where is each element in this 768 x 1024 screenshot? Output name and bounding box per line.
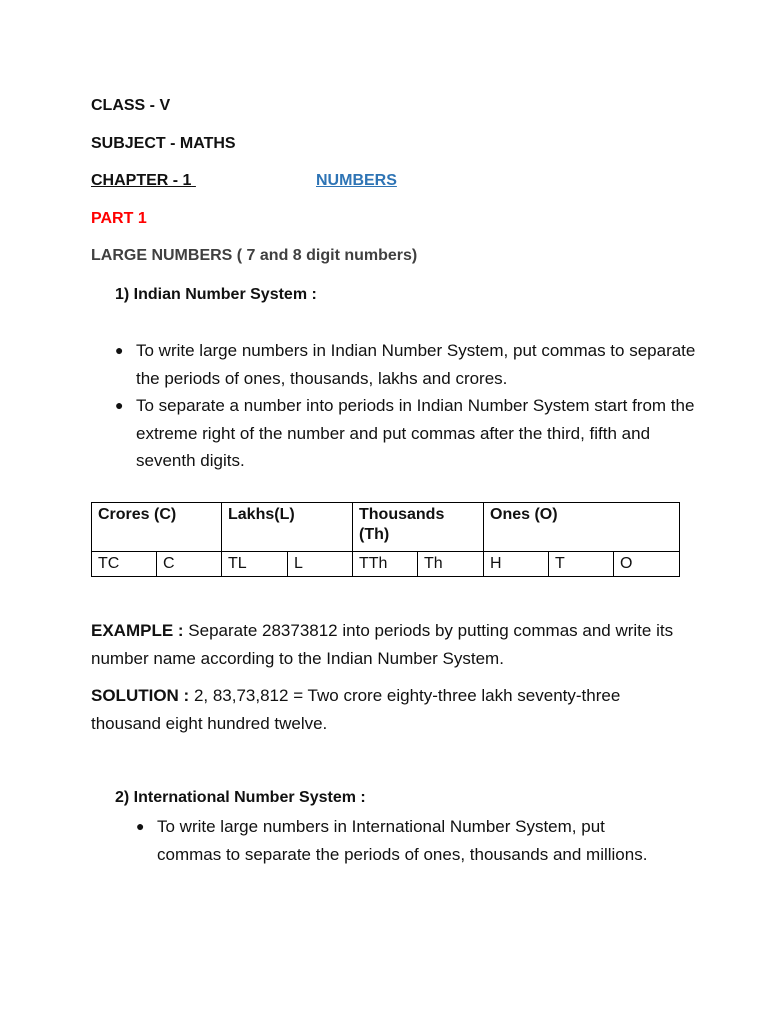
section1-heading: 1) Indian Number System : (115, 286, 317, 303)
period-header: Lakhs(L) (222, 503, 353, 552)
bullet-dot-icon: ● (115, 397, 124, 413)
place-cell: L (288, 552, 353, 577)
periods-table (91, 502, 680, 577)
place-cell: TC (92, 552, 157, 577)
chapter-line (91, 171, 199, 191)
section2-bullet-1 (136, 813, 667, 868)
bullet-dot-icon: ● (115, 342, 124, 358)
place-cell: O (614, 552, 680, 577)
subject-line: SUBJECT - MATHS (91, 135, 236, 152)
solution-text: 2, 83,73,812 = Two crore eighty-three lakh seventy-three thousand eight hundred twelve. (91, 686, 621, 733)
bullet-text: To write large numbers in Indian Number System, put commas to separate the periods of ones, thousands, lakhs and crores. (136, 341, 696, 388)
example-text: Separate 28373812 into periods by putting commas and write its number name according to the Indian Number System. (91, 621, 674, 668)
place-cell: Th (418, 552, 484, 577)
class-line: CLASS - V (91, 97, 171, 114)
bullet-text: To separate a number into periods in Indian Number System start from the extreme right of the number and put commas after the third, fifth and seventh digits. (136, 396, 695, 470)
period-header: Thousands (Th) (353, 503, 484, 552)
section1-bullet-1 (115, 337, 696, 392)
periods-header-row (92, 503, 680, 552)
places-row (92, 552, 680, 577)
solution-label: SOLUTION : (91, 686, 190, 705)
bullet-dot-icon: ● (136, 818, 145, 834)
example-paragraph (91, 617, 691, 672)
example-label: EXAMPLE : (91, 621, 184, 640)
chapter-label: CHAPTER - 1 (91, 172, 192, 189)
period-header: Ones (O) (484, 503, 680, 552)
solution-paragraph (91, 682, 691, 737)
place-cell: TL (222, 552, 288, 577)
part-label: PART 1 (91, 210, 147, 227)
topic-heading: LARGE NUMBERS ( 7 and 8 digit numbers) (91, 247, 418, 264)
place-cell: TTh (353, 552, 418, 577)
period-header: Crores (C) (92, 503, 222, 552)
bullet-text: To write large numbers in International Number System, put commas to separate the periods of ones, thousands and millions. (157, 817, 648, 864)
chapter-title-link[interactable]: NUMBERS (316, 172, 397, 189)
place-cell: T (549, 552, 614, 577)
section2-heading: 2) International Number System : (115, 789, 366, 806)
section1-bullet-2 (115, 392, 696, 475)
place-cell: H (484, 552, 549, 577)
place-cell: C (157, 552, 222, 577)
